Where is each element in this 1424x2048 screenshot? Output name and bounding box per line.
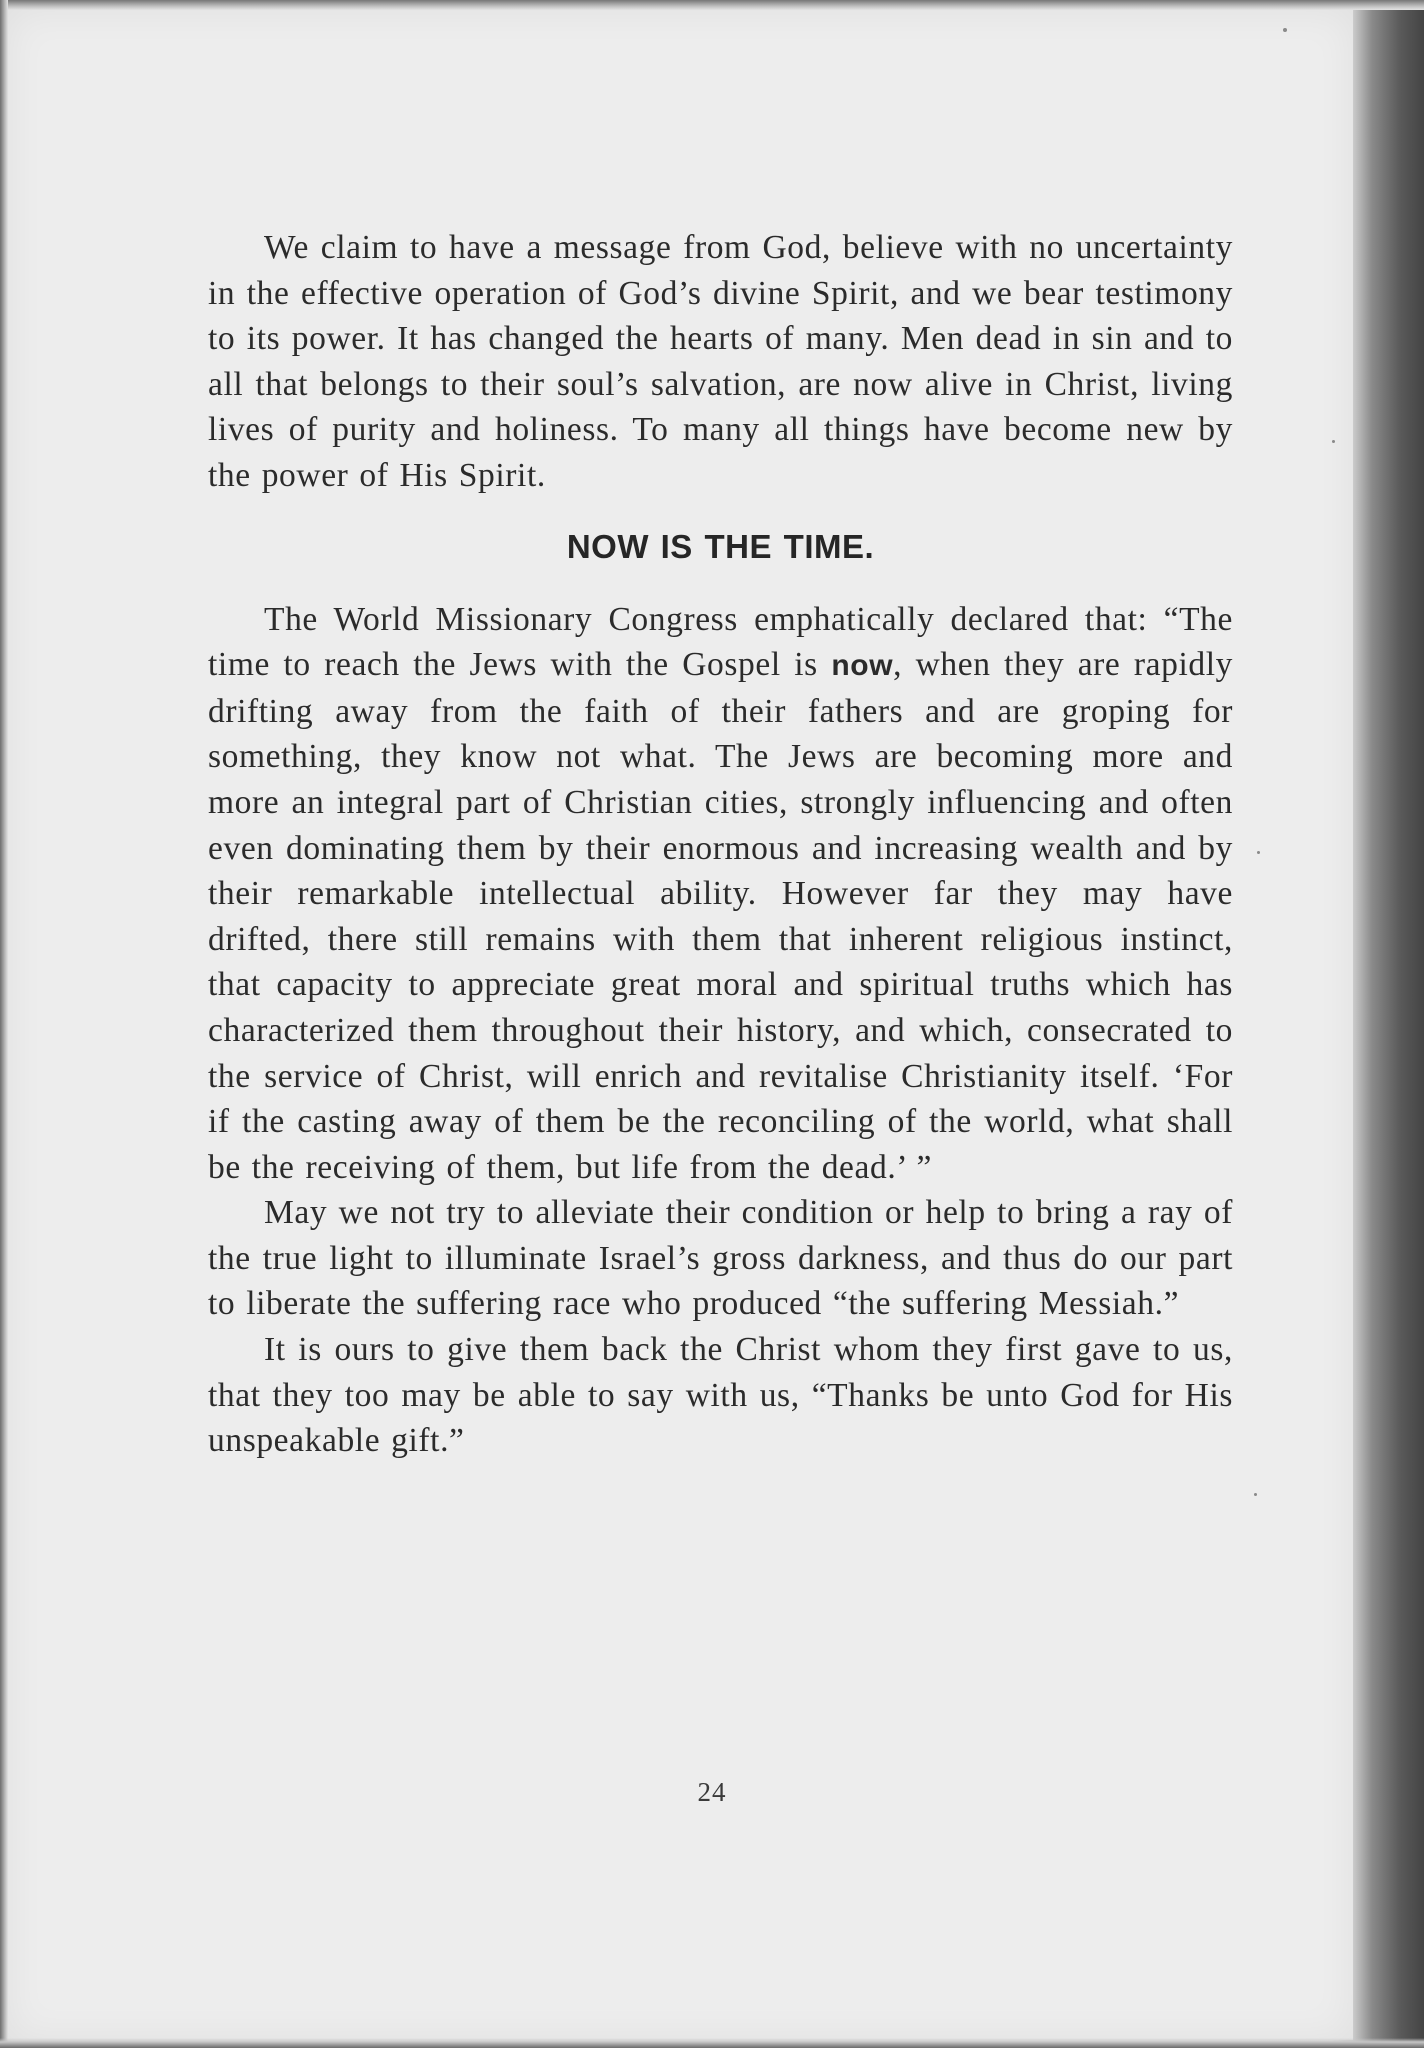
left-scan-edge: [0, 0, 8, 2048]
dust-speck: [1283, 28, 1287, 32]
quote-text-start: The World Missionary Congress emphatically declared that: “The time to reach the Jews with the Gospel is: [208, 600, 1233, 684]
top-scan-edge: [0, 0, 1424, 10]
dust-speck: [1332, 440, 1335, 443]
dust-speck: [1254, 1493, 1257, 1496]
dust-speck: [1257, 851, 1260, 854]
body-text: [208, 225, 1233, 1464]
emphasis-now: now: [831, 649, 894, 683]
paragraph-give-back: It is ours to give them back the Christ whom they first gave to us, that they too may be able to say with us, “Thanks be unto God for His unspeakable gift.”: [208, 1331, 1233, 1460]
paragraph-congress-quote: [208, 597, 1233, 1191]
page-number: 24: [697, 1777, 727, 1807]
bottom-scan-edge: [0, 2038, 1424, 2048]
paragraph-alleviate: May we not try to alleviate their condition or help to bring a ray of the true light to illuminate Israel’s gross darkness, and thus do our part to liberate the suffering race who produced “the suffering Messiah.”: [208, 1194, 1233, 1323]
section-heading: NOW IS THE TIME.: [566, 527, 875, 565]
quote-text-rest: , when they are rapidly drifting away from the faith of their fathers and are groping for something, they know not what. The Jews are becoming more and more an integral part of Christian cities, strongly influencing and often even dominating them by their enormous and increasing wealth and by their remarkable intellectual ability. However far they may have drifted, there still remains with them that inherent religious instinct, that capacity to appreciate great moral and spiritual truths which has characterized them throughout their history, and which, consecrated to the service of Christ, will enrich and revitalise Christianity itself. ‘For if the casting away of them be the reconciling of the world, what shall be the receiving of them, but life from the dead.’ ”: [208, 646, 1233, 1186]
paragraph-message: We claim to have a message from God, believe with no uncertainty in the effective operation of God’s divine Spirit, and we bear testimony to its power. It has changed the hearts of many. Men dead in sin and to all that belongs to their soul’s salvation, are now alive in Christ, living lives of purity and holiness. To many all things have become new by the power of His Spirit.: [208, 229, 1233, 494]
